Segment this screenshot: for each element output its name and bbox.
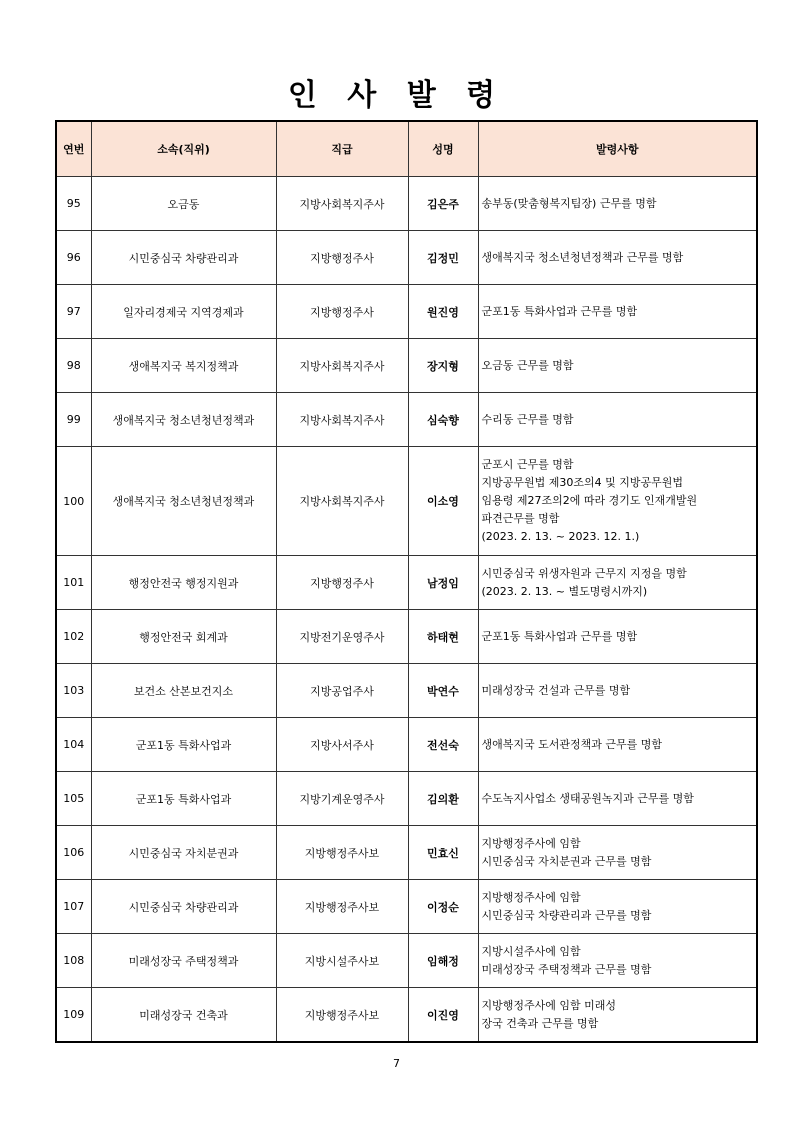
header-department: 소속(직위) — [91, 121, 276, 177]
row-number: 104 — [56, 718, 91, 772]
row-name: 이정순 — [408, 880, 478, 934]
row-department: 군포1동 특화사업과 — [91, 772, 276, 826]
row-grade: 지방사회복지주사 — [276, 177, 408, 231]
action-line: 지방시설주사에 임함 — [481, 944, 581, 958]
action-line: (2023. 2. 13. ~ 2023. 12. 1.) — [481, 530, 640, 543]
row-name: 남정임 — [408, 556, 478, 610]
action-line: 군포1동 특화사업과 근무를 명함 — [481, 629, 638, 643]
row-department: 행정안전국 회계과 — [91, 610, 276, 664]
action-line: 미래성장국 건설과 근무를 명함 — [481, 683, 631, 697]
row-number: 101 — [56, 556, 91, 610]
row-number: 103 — [56, 664, 91, 718]
table-row — [56, 556, 757, 610]
row-grade: 지방행정주사 — [276, 556, 408, 610]
row-department: 보건소 산본보건지소 — [91, 664, 276, 718]
row-action — [478, 826, 757, 880]
row-name: 이진영 — [408, 988, 478, 1043]
row-number: 96 — [56, 231, 91, 285]
action-line: 장국 건축과 근무를 명함 — [481, 1016, 599, 1030]
page-number: 7 — [393, 1057, 400, 1070]
table-row — [56, 231, 757, 285]
page-title: 인 사 발 령 — [287, 78, 506, 113]
row-name: 하태현 — [408, 610, 478, 664]
action-line: (2023. 2. 13. ~ 별도명령시까지) — [481, 584, 648, 598]
row-department: 군포1동 특화사업과 — [91, 718, 276, 772]
row-department: 생애복지국 청소년청년정책과 — [91, 393, 276, 447]
row-action — [478, 934, 757, 988]
row-department: 시민중심국 차량관리과 — [91, 880, 276, 934]
table-row — [56, 988, 757, 1043]
action-line: 지방공무원법 제30조의4 및 지방공무원법 — [481, 476, 683, 489]
table-row — [56, 772, 757, 826]
action-line: 송부동(맞춤형복지팀장) 근무를 명함 — [481, 196, 657, 210]
row-grade: 지방사회복지주사 — [276, 447, 408, 556]
row-department: 시민중심국 자치분권과 — [91, 826, 276, 880]
table-row — [56, 339, 757, 393]
action-line: 지방행정주사에 임함 — [481, 890, 581, 904]
table-row — [56, 664, 757, 718]
action-line: 임용령 제27조의2에 따라 경기도 인재개발원 — [481, 494, 698, 507]
row-department: 오금동 — [91, 177, 276, 231]
row-number: 100 — [56, 447, 91, 556]
table-row — [56, 393, 757, 447]
row-grade: 지방행정주사보 — [276, 880, 408, 934]
action-line: 시민중심국 차량관리과 근무를 명함 — [481, 908, 652, 922]
table-row — [56, 447, 757, 556]
row-number: 107 — [56, 880, 91, 934]
row-grade: 지방기계운영주사 — [276, 772, 408, 826]
row-name: 이소영 — [408, 447, 478, 556]
action-line: 생애복지국 청소년청년정책과 근무를 명함 — [481, 250, 684, 264]
table-row — [56, 718, 757, 772]
row-action — [478, 718, 757, 772]
row-department: 행정안전국 행정지원과 — [91, 556, 276, 610]
row-department: 일자리경제국 지역경제과 — [91, 285, 276, 339]
row-number: 109 — [56, 988, 91, 1043]
row-action — [478, 880, 757, 934]
row-name: 심숙향 — [408, 393, 478, 447]
row-name: 민효신 — [408, 826, 478, 880]
row-name: 장지형 — [408, 339, 478, 393]
table-body — [56, 177, 757, 1043]
table-row — [56, 610, 757, 664]
row-name: 전선숙 — [408, 718, 478, 772]
row-name: 김의환 — [408, 772, 478, 826]
row-action — [478, 664, 757, 718]
row-name: 원진영 — [408, 285, 478, 339]
row-grade: 지방시설주사보 — [276, 934, 408, 988]
row-grade: 지방사회복지주사 — [276, 393, 408, 447]
row-department: 생애복지국 청소년청년정책과 — [91, 447, 276, 556]
row-action — [478, 556, 757, 610]
row-grade: 지방행정주사보 — [276, 826, 408, 880]
action-line: 미래성장국 주택정책과 근무를 명함 — [481, 962, 652, 976]
action-line: 군포시 근무를 명함 — [481, 458, 574, 471]
header-grade: 직급 — [276, 121, 408, 177]
row-number: 105 — [56, 772, 91, 826]
row-action — [478, 231, 757, 285]
row-action — [478, 988, 757, 1043]
row-name: 임해정 — [408, 934, 478, 988]
header-action: 발령사항 — [478, 121, 757, 177]
row-department: 생애복지국 복지정책과 — [91, 339, 276, 393]
row-name: 김은주 — [408, 177, 478, 231]
row-number: 102 — [56, 610, 91, 664]
action-line: 시민중심국 위생자원과 근무지 지정을 명함 — [481, 566, 687, 580]
row-action — [478, 610, 757, 664]
row-number: 95 — [56, 177, 91, 231]
action-line: 군포1동 특화사업과 근무를 명함 — [481, 304, 638, 318]
action-line: 파견근무를 명함 — [481, 512, 560, 525]
row-department: 시민중심국 차량관리과 — [91, 231, 276, 285]
action-line: 지방행정주사에 임함 미래성 — [481, 998, 617, 1012]
row-department: 미래성장국 주택정책과 — [91, 934, 276, 988]
table-header-row — [56, 121, 757, 177]
row-action — [478, 285, 757, 339]
row-action — [478, 447, 757, 556]
row-number: 97 — [56, 285, 91, 339]
table-row — [56, 934, 757, 988]
row-number: 99 — [56, 393, 91, 447]
action-line: 지방행정주사에 임함 — [481, 836, 581, 850]
row-name: 김정민 — [408, 231, 478, 285]
row-department: 미래성장국 건축과 — [91, 988, 276, 1043]
row-grade: 지방행정주사보 — [276, 988, 408, 1043]
row-action — [478, 393, 757, 447]
row-action — [478, 339, 757, 393]
row-grade: 지방전기운영주사 — [276, 610, 408, 664]
table-row — [56, 826, 757, 880]
row-grade: 지방사회복지주사 — [276, 339, 408, 393]
table-row — [56, 285, 757, 339]
table-row — [56, 177, 757, 231]
header-name: 성명 — [408, 121, 478, 177]
row-grade: 지방행정주사 — [276, 231, 408, 285]
row-number: 108 — [56, 934, 91, 988]
header-no: 연번 — [56, 121, 91, 177]
action-line: 오금동 근무를 명함 — [481, 358, 574, 372]
row-action — [478, 772, 757, 826]
row-number: 106 — [56, 826, 91, 880]
row-grade: 지방행정주사 — [276, 285, 408, 339]
action-line: 생애복지국 도서관정책과 근무를 명함 — [481, 737, 663, 751]
personnel-appointment-table — [55, 120, 758, 1043]
action-line: 시민중심국 자치분권과 근무를 명함 — [481, 854, 652, 868]
table-row — [56, 880, 757, 934]
action-line: 수도녹지사업소 생태공원녹지과 근무를 명함 — [481, 791, 694, 805]
action-line: 수리동 근무를 명함 — [481, 412, 574, 426]
row-name: 박연수 — [408, 664, 478, 718]
row-grade: 지방공업주사 — [276, 664, 408, 718]
row-number: 98 — [56, 339, 91, 393]
row-grade: 지방사서주사 — [276, 718, 408, 772]
row-action — [478, 177, 757, 231]
